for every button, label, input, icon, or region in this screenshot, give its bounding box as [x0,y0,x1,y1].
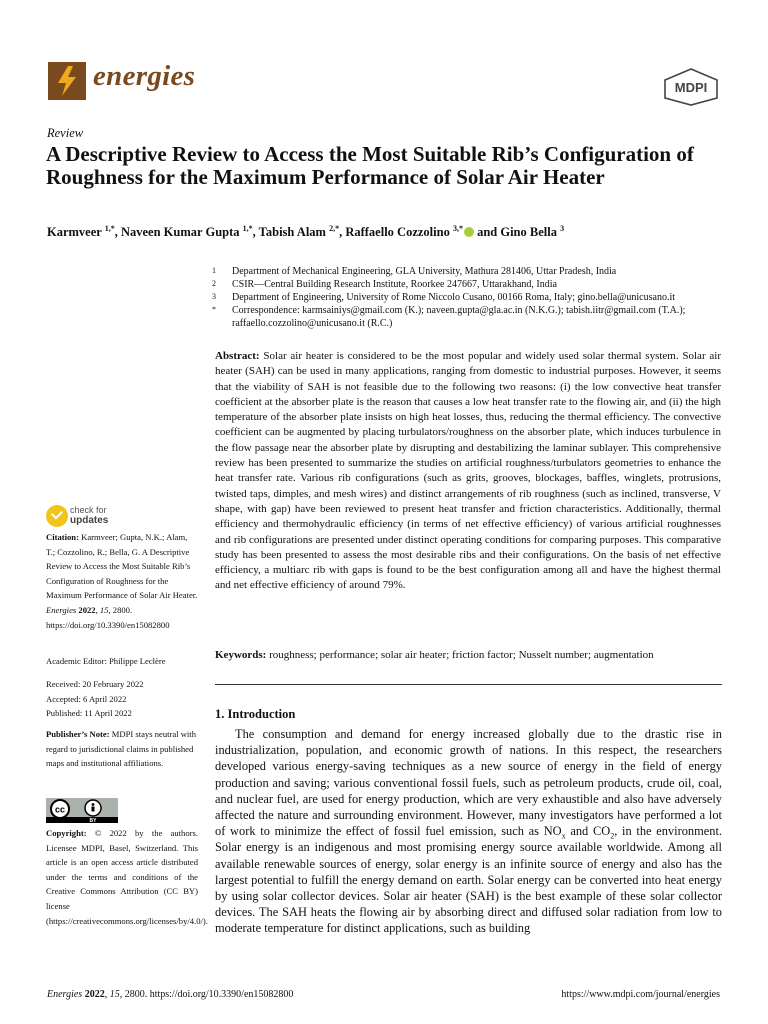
footer-journal-url[interactable]: https://www.mdpi.com/journal/energies [561,989,720,1000]
author-affiliation-mark: 1,* [104,224,115,233]
author-name: Raffaello Cozzolino [345,225,453,240]
affiliation-text: Department of Engineering, University of Rome Niccolo Cusano, 00166 Roma, Italy; gino.bella@unicusano.it [232,292,676,303]
keywords [215,648,721,663]
affiliation-mark: 2 [212,279,216,288]
check-updates-line2: updates [70,515,109,526]
received-date: Received: 20 February 2022 [46,679,144,689]
affiliation-item [212,278,727,291]
article-title: A Descriptive Review to Access the Most Suitable Rib’s Configuration of Roughness for the Maximum Performance of Solar Air Heater [46,142,694,189]
journal-name: energies [93,60,196,92]
publisher-note: Publisher’s Note: MDPI stays neutral with regard to jurisdictional claims in published maps and institutional affiliations. [46,729,196,769]
svg-text:cc: cc [54,804,66,815]
published-date: Published: 11 April 2022 [46,708,132,719]
check-updates-line1: check for [70,505,107,515]
citation: Citation: Karmveer; Gupta, N.K.; Alam, T.; Cozzolino, R.; Bella, G. A Descriptive Review to Access the Most Suitable Rib’s Configuration of Roughness for the Maximum Performance of Solar Air Heater. Energies 2022, 15, 2800. https://doi.org/10.3390/en15082800 [46,532,198,630]
copyright-notice: Copyright: © 2022 by the authors. Licensee MDPI, Basel, Switzerland. This article is an open access article distributed under the terms and conditions of the Creative Commons Attribution (CC BY) license (https://creativecommons.org/licenses/by/4.0/). [46,828,208,926]
affiliation-mark: 3 [212,292,216,301]
accepted-date: Accepted: 6 April 2022 [46,693,127,704]
introduction-heading: 1. Introduction [215,707,296,721]
affiliation-item [212,304,727,330]
cc-by-label: BY [89,818,97,823]
affiliation-text: CSIR—Central Building Research Institute, Roorkee 247667, Uttarakhand, India [232,279,557,290]
academic-editor: Academic Editor: Philippe Leclère [46,656,166,666]
mdpi-logo [662,68,720,106]
section-divider [215,684,722,685]
orcid-icon[interactable] [464,227,474,237]
check-updates-icon [46,505,68,527]
check-for-updates-button[interactable] [46,505,166,531]
footer-citation: Energies 2022, 15, 2800. https://doi.org/10.3390/en15082800 [47,989,294,1000]
author-name: Karmveer [47,225,105,240]
affiliations [212,265,727,330]
abstract [215,349,721,594]
cc-by-license-badge[interactable] [46,798,118,823]
affiliation-item [212,291,727,304]
author-name: Naveen Kumar Gupta [120,225,243,240]
affiliation-item [212,265,727,278]
energies-logo-icon [48,62,86,100]
abstract-label: Abstract: [215,350,260,362]
abstract-text: Solar air heater is considered to be the most popular and widely used solar thermal system. Solar air heater (SAH) can be used in many applications, ranging from domestic to industrial purposes. However, it seems that the viability of SAH is not feasible due to the following two reasons: (i) the low convective heat transfer coefficient at the absorber plate is the reason that causes a low heat transfer rate to the flowing air, and (ii) the high temperature of the absorber plate insists on high heat losses, thus, reducing the thermal efficiency. The convective coefficient can be augmented by placing turbulators/roughness on the absorber plate, which induces turbulence in the flow passage near the absorber plate by disrupting and destabilizing the laminar sublayer. This comprehensive review has been presented to summarize the studies on artificial roughness/turbulators geometries to enhance the heat transfer rate. Various rib configurations (such as grits, grooves, blockages, baffles, winglets, protrusions, twisted taps, dimples, and mesh wires) and distinct arrangements of rib roughness (such as inclined, transverse, V shape, with gap) have been reviewed to present heat transfer and friction characteristics. Additionally, thermal efficiency and thermohydraulic efficiency (in terms of net effective efficiency) of various artificial roughnesses and rib configurations are presented under distinct operating conditions for comparing purposes. This comparative study has been presented to assess the most desirable ribs and their configurations. On the basis of net effective efficiency, a multiarc rib with gaps is found to be the best configuration among all and have the highest thermal and net effective efficiency of around 79%. [215,350,721,592]
author-affiliation-mark: 3,* [452,224,463,233]
author-name: Tabish Alam [258,225,330,240]
author-affiliation-mark: 2,* [329,224,340,233]
author-list: Karmveer $^{1,*}$, Naveen Kumar Gupta $^{1,*}$, Tabish Alam $^{2,*}$, Raffaello Cozzolino $^{3,*}$ and Gino Bella $^3$ [47,224,565,240]
affiliation-mark: * [212,305,216,314]
affiliation-mark: 1 [212,266,216,275]
affiliation-text: Correspondence: karmsainiys@gmail.com (K.); naveen.gupta@gla.ac.in (N.K.G.); tabish.iitr@gmail.com (T.A.); raffaello.cozzolino@unicusano.it (R.C.) [232,305,686,329]
author-name: Gino Bella [500,225,561,240]
keywords-label: Keywords: [215,649,267,661]
article-type: Review [47,126,84,140]
introduction-body: The consumption and demand for energy increased globally due to the drastic rise in industrialization, population, and economic growth of nations. In this respect, the researchers developed various energy-saving techniques as a new source of energy in the field of energy production and saving; various conventional fossil fuels, such as petroleum products, crude oil, coal, and nuclear fuel, are used for energy production, which are very exhaustible and also have adversely affected the nature and surrounding environment. However, many investigators have performed a lot of work to minimize the effect of fossil fuel emission, such as $NO_x$ and $CO_2$, in the environment. Solar energy is an indigenous and most promising energy source available worldwide. Among all available renewable sources of energy, solar energy is an infinite source of energy and also has the largest potential to fulfill the energy demand on earth. Solar energy can be converted into heat energy by using solar collector devices. Solar air heater (SAH) is the best example of these solar collector devices. The SAH heats the flowing air by absorbing direct and diffused solar radiation from low to moderate temperature for distinct applications, such as building [215,727,722,936]
dates [46,677,198,721]
affiliation-text: Department of Mechanical Engineering, GLA University, Mathura 281406, Uttar Pradesh, India [232,266,617,277]
author-affiliation-mark: 1,* [242,224,253,233]
keywords-text: roughness; performance; solar air heater; friction factor; Nusselt number; augmentation [269,649,654,661]
citation-doi-link[interactable]: , 2800. https://doi.org/10.3390/en15082800 [46,604,170,630]
author-affiliation-mark: 3 [560,224,565,233]
mdpi-logo-text: MDPI [674,80,708,95]
